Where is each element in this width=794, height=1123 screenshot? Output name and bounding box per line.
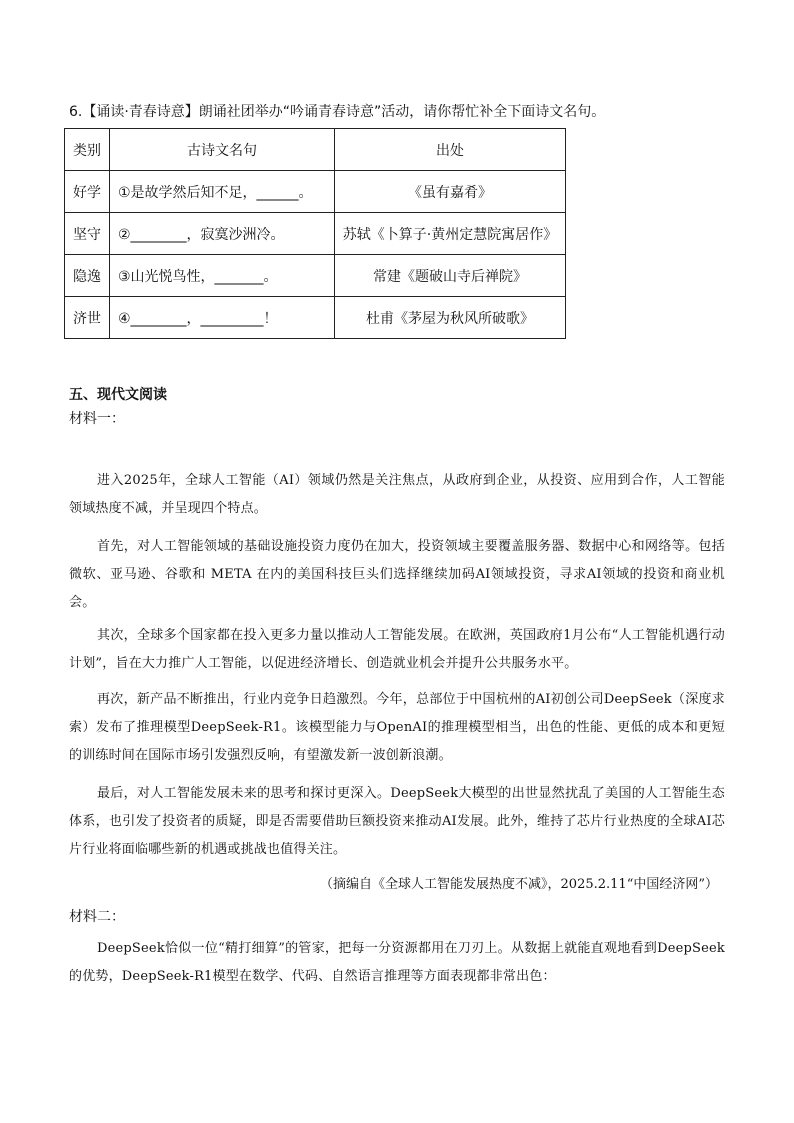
table-row [65, 171, 566, 213]
question-title: 6.【诵读·青春诗意】朗诵社团举办“吟诵青春诗意”活动，请你帮忙补全下面诗文名句。 [69, 104, 606, 120]
header-source: 出处 [335, 129, 566, 171]
row-category: 隐逸 [65, 255, 110, 297]
header-category: 类别 [65, 129, 110, 171]
material-1-citation: （摘编自《全球人工智能发展热度不减》，2025.2.11“中国经济网”） [320, 877, 718, 892]
table-row [65, 255, 566, 297]
row-poem-line: ①是故学然后知不足，______。 [110, 171, 335, 213]
material-1-paragraph-2: 首先，对人工智能领域的基础设施投资力度仍在加大，投资领域主要覆盖服务器、数据中心和网络等。包括微软、亚马逊、谷歌和 META 在内的美国科技巨头们选择继续加码AI领域投资，寻求AI领域的投资和商业机会。 [69, 539, 725, 610]
material-1-paragraph-3: 其次，全球多个国家都在投入更多力量以推动人工智能发展。在欧洲，英国政府1月公布“人工智能机遇行动计划”，旨在大力推广人工智能，以促进经济增长、创造就业机会并提升公共服务水平。 [69, 628, 725, 671]
material-2-paragraph-1: DeepSeek恰似一位“精打细算”的管家，把每一分资源都用在刀刃上。从数据上就能直观地看到DeepSeek的优势，DeepSeek-R1模型在数学、代码、自然语言推理等方面表现都非常出色： [69, 941, 725, 984]
row-poem-line: ②________，寂寞沙洲冷。 [110, 213, 335, 255]
material-1-paragraph-4: 再次，新产品不断推出，行业内竞争日趋激烈。今年，总部位于中国杭州的AI初创公司DeepSeek（深度求索）发布了推理模型DeepSeek-R1。该模型能力与OpenAI的推理模型相当，出色的性能、更低的成本和更短的训练时间在国际市场引发强烈反响，有望激发新一波创新浪潮。 [69, 692, 725, 763]
row-source: 杜甫《茅屋为秋风所破歌》 [335, 297, 566, 339]
row-source: 苏轼《卜算子·黄州定慧院寓居作》 [335, 213, 566, 255]
poem-table-container [64, 128, 565, 339]
table-row [65, 297, 566, 339]
row-category: 坚守 [65, 213, 110, 255]
header-line: 古诗文名句 [110, 129, 335, 171]
material-1-label: 材料一： [69, 411, 125, 427]
material-1-paragraph-1: 进入2025年，全球人工智能（AI）领域仍然是关注焦点，从政府到企业，从投资、应用到合作，人工智能领域热度不减，并呈现四个特点。 [69, 473, 725, 516]
table-header-row [65, 129, 566, 171]
row-poem-line: ④________，_________！ [110, 297, 335, 339]
row-category: 济世 [65, 297, 110, 339]
row-source: 《虽有嘉肴》 [335, 171, 566, 213]
row-category: 好学 [65, 171, 110, 213]
material-1-paragraph-5: 最后，对人工智能发展未来的思考和探讨更深入。DeepSeek大模型的出世显然扰乱了美国的人工智能生态体系，也引发了投资者的质疑，即是否需要借助巨额投资来推动AI发展。此外，维持了芯片行业热度的全球AI芯片行业将面临哪些新的机遇或挑战也值得关注。 [69, 786, 725, 857]
row-poem-line: ③山光悦鸟性，_______。 [110, 255, 335, 297]
row-source: 常建《题破山寺后禅院》 [335, 255, 566, 297]
material-2-label: 材料二： [69, 909, 125, 925]
section-title: 五、现代文阅读 [69, 387, 167, 403]
poem-table [64, 128, 566, 339]
table-row [65, 213, 566, 255]
